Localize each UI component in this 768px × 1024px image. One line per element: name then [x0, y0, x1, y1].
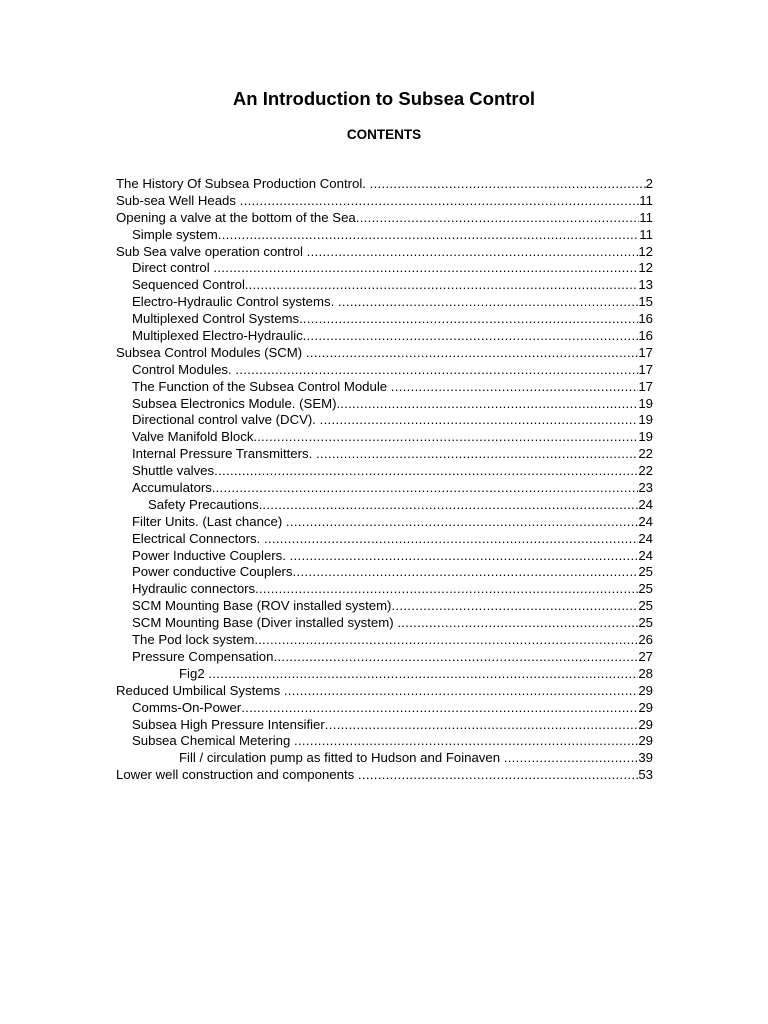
document-title: An Introduction to Subsea Control: [232, 88, 536, 109]
toc-entry-label: Safety Precautions.: [148, 496, 263, 512]
toc-entry[interactable]: [116, 210, 653, 227]
toc-entry[interactable]: [116, 345, 653, 362]
toc-entry-label: The Function of the Subsea Control Module: [132, 378, 391, 394]
toc-entry-page-number: 26: [638, 632, 653, 648]
toc-entry-label: SCM Mounting Base (ROV installed system): [132, 598, 392, 614]
toc-entry-page-number: 16: [638, 311, 653, 327]
toc-entry[interactable]: [116, 531, 653, 548]
toc-dot-leader: [306, 328, 638, 345]
toc-dot-leader: [214, 463, 638, 480]
toc-dot-leader: [241, 700, 638, 717]
toc-entry-page-number: 39: [638, 750, 653, 766]
toc-entry-page-number: 12: [638, 260, 653, 276]
toc-entry-label: Valve Manifold Block.: [132, 429, 258, 445]
toc-dot-leader: [358, 767, 638, 784]
toc-entry[interactable]: [116, 750, 653, 767]
toc-entry[interactable]: [116, 260, 653, 277]
toc-entry-label: Electro-Hydraulic Control systems.: [132, 294, 338, 310]
toc-dot-leader: [213, 260, 638, 277]
toc-entry[interactable]: [116, 598, 653, 615]
toc-entry[interactable]: [116, 446, 653, 463]
toc-entry[interactable]: [116, 632, 653, 649]
toc-entry-page-number: 25: [638, 598, 653, 614]
toc-dot-leader: [259, 581, 639, 598]
toc-entry-page-number: 16: [638, 328, 653, 344]
toc-entry-page-number: 29: [638, 682, 653, 698]
toc-entry-page-number: 19: [638, 412, 653, 428]
toc-entry-label: Reduced Umbilical Systems: [116, 682, 284, 698]
toc-entry-page-number: 28: [638, 665, 653, 681]
toc-entry-label: The History Of Subsea Production Control.: [116, 176, 370, 191]
toc-entry-label: Directional control valve (DCV).: [132, 412, 320, 428]
toc-dot-leader: [391, 379, 639, 396]
toc-entry-page-number: 23: [638, 480, 653, 496]
toc-entry[interactable]: [116, 429, 653, 446]
toc-entry-page-number: 24: [638, 496, 653, 512]
toc-dot-leader: [320, 412, 639, 429]
toc-dot-leader: [273, 649, 638, 666]
toc-entry[interactable]: [116, 227, 653, 244]
toc-dot-leader: [391, 598, 638, 615]
toc-entry-page-number: 13: [638, 277, 653, 293]
toc-entry[interactable]: [116, 176, 653, 193]
toc-entry-label: Power conductive Couplers: [132, 564, 293, 580]
toc-entry[interactable]: [116, 615, 653, 632]
toc-entry[interactable]: [116, 767, 653, 784]
toc-entry[interactable]: [116, 717, 653, 734]
toc-entry-page-number: 24: [638, 513, 653, 529]
toc-entry-page-number: 22: [638, 446, 653, 462]
toc-dot-leader: [307, 244, 639, 261]
contents-heading: CONTENTS: [346, 127, 422, 142]
toc-dot-leader: [262, 497, 638, 514]
toc-entry-page-number: 11: [639, 209, 653, 225]
toc-entry-label: Fig2: [179, 665, 209, 681]
toc-entry-label: Power Inductive Couplers.: [132, 547, 290, 563]
toc-entry-label: Sub Sea valve operation control: [116, 243, 307, 259]
toc-dot-leader: [264, 531, 638, 548]
toc-dot-leader: [504, 750, 639, 767]
toc-entry-page-number: 24: [638, 547, 653, 563]
toc-dot-leader: [340, 396, 638, 413]
toc-dot-leader: [218, 227, 640, 244]
toc-entry-label: Pressure Compensation: [132, 648, 274, 664]
toc-dot-leader: [258, 632, 638, 649]
toc-entry-label: Shuttle valves: [132, 463, 215, 479]
toc-entry-page-number: 29: [638, 699, 653, 715]
toc-entry-label: Lower well construction and components: [116, 767, 358, 783]
toc-dot-leader: [303, 311, 639, 328]
toc-entry[interactable]: [116, 463, 653, 480]
toc-entry-page-number: 25: [638, 564, 653, 580]
toc-entry-label: Subsea Chemical Metering: [132, 733, 294, 749]
toc-entry-label: Hydraulic connectors.: [132, 581, 259, 597]
toc-entry-page-number: 25: [638, 615, 653, 631]
toc-entry-page-number: 12: [638, 243, 653, 259]
toc-entry[interactable]: [116, 244, 653, 261]
toc-dot-leader: [208, 666, 638, 683]
toc-entry-page-number: 29: [638, 716, 653, 732]
toc-dot-leader: [397, 615, 638, 632]
toc-entry[interactable]: [116, 193, 653, 210]
toc-entry[interactable]: [116, 649, 653, 666]
toc-entry-label: Control Modules.: [132, 361, 236, 377]
toc-entry-page-number: 11: [639, 226, 653, 242]
toc-entry[interactable]: [116, 311, 653, 328]
toc-entry-page-number: 17: [638, 361, 653, 377]
toc-entry-page-number: 2: [645, 176, 653, 191]
toc-entry-page-number: 22: [638, 463, 653, 479]
toc-dot-leader: [338, 294, 638, 311]
toc-entry-label: Opening a valve at the bottom of the Sea: [116, 209, 356, 225]
toc-dot-leader: [240, 193, 640, 210]
toc-entry[interactable]: [116, 396, 653, 413]
toc-entry-label: Electrical Connectors.: [132, 530, 264, 546]
toc-entry-page-number: 24: [638, 530, 653, 546]
toc-entry-label: Subsea Electronics Module. (SEM).: [132, 395, 341, 411]
toc-entry[interactable]: [116, 379, 653, 396]
toc-dot-leader: [356, 210, 640, 227]
toc-entry[interactable]: [116, 733, 653, 750]
toc-dot-leader: [284, 683, 638, 700]
toc-entry-label: SCM Mounting Base (Diver installed system): [132, 615, 398, 631]
toc-entry[interactable]: [116, 328, 653, 345]
toc-entry-page-number: 17: [638, 344, 653, 360]
toc-entry-page-number: 17: [638, 378, 653, 394]
toc-entry-label: Sub-sea Well Heads: [116, 192, 240, 208]
toc-entry-page-number: 19: [638, 395, 653, 411]
toc-entry-page-number: 53: [638, 767, 653, 783]
toc-dot-leader: [216, 480, 639, 497]
toc-entry[interactable]: [116, 277, 653, 294]
toc-entry-page-number: 27: [638, 648, 653, 664]
toc-entry[interactable]: [116, 666, 653, 683]
toc-entry-label: Multiplexed Control Systems.: [132, 311, 303, 327]
toc-entry-label: The Pod lock system.: [132, 632, 259, 648]
toc-dot-leader: [370, 176, 646, 193]
toc-entry-label: Fill / circulation pump as fitted to Hudson and Foinaven: [179, 750, 504, 766]
toc-dot-leader: [325, 717, 639, 734]
toc-dot-leader: [290, 548, 639, 565]
toc-entry-label: Simple system: [132, 226, 218, 242]
toc-entry[interactable]: [116, 581, 653, 598]
toc-entry-label: Filter Units. (Last chance): [132, 513, 286, 529]
toc-dot-leader: [249, 277, 639, 294]
toc-dot-leader: [286, 514, 638, 531]
toc-entry[interactable]: [116, 514, 653, 531]
toc-entry[interactable]: [116, 497, 653, 514]
toc-dot-leader: [257, 429, 638, 446]
toc-entry[interactable]: [116, 294, 653, 311]
toc-entry[interactable]: [116, 412, 653, 429]
toc-dot-leader: [235, 362, 638, 379]
toc-dot-leader: [306, 345, 639, 362]
toc-entry[interactable]: [116, 548, 653, 565]
toc-entry-page-number: 11: [639, 192, 653, 208]
toc-entry-label: Direct control: [132, 260, 214, 276]
toc-entry[interactable]: [116, 362, 653, 379]
toc-entry-page-number: 15: [638, 294, 653, 310]
toc-entry-label: Subsea Control Modules (SCM): [116, 344, 306, 360]
toc-entry[interactable]: [116, 480, 653, 497]
toc-entry-page-number: 29: [638, 733, 653, 749]
table-of-contents: [116, 176, 653, 784]
toc-entry[interactable]: [116, 700, 653, 717]
toc-dot-leader: [316, 446, 638, 463]
toc-entry[interactable]: [116, 564, 653, 581]
toc-dot-leader: [293, 564, 639, 581]
toc-dot-leader: [294, 733, 638, 750]
toc-entry-label: Accumulators.: [132, 480, 216, 496]
toc-entry[interactable]: [116, 683, 653, 700]
toc-entry-label: Comms-On-Power: [132, 699, 242, 715]
toc-entry-page-number: 19: [638, 429, 653, 445]
toc-entry-label: Sequenced Control.: [132, 277, 249, 293]
toc-entry-label: Internal Pressure Transmitters.: [132, 446, 316, 462]
toc-entry-label: Subsea High Pressure Intensifier: [132, 716, 325, 732]
toc-entry-page-number: 25: [638, 581, 653, 597]
toc-entry-label: Multiplexed Electro-Hydraulic.: [132, 328, 307, 344]
